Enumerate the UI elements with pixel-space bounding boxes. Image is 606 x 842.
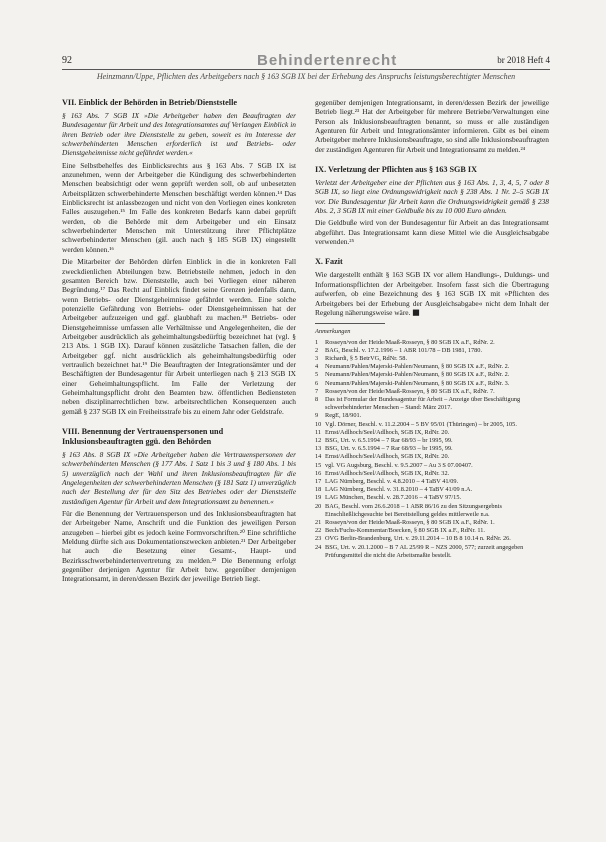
footnote-text: Neumann/Pahlen/Majerski-Pahlen/Neumann, § 80 SGB IX a.F., RdNr. 2. [325,371,510,379]
footnote-number: 14 [315,453,322,461]
page-number: 92 [62,55,72,66]
footnote-text: Neumann/Pahlen/Majerski-Pahlen/Neumann, § 80 SGB IX a.F., RdNr. 3. [325,379,510,387]
body-paragraph: Die Mitarbeiter der Behörden dürfen Einblick in die in konkreten Fall zweckdienlichen Abteilungen bzw. Betriebsteile nehmen, jedoch in den gesamten Bereich bzw. Dienststelle, auch bei Vorliegen einer näheren Begründung.¹⁷ Das Recht auf Einblick findet seine Grenzen jedenfalls dann, wenn Betriebs- oder Dienstgeheimnisse gefährdet werden. Eine solche potenzielle Gefährdung von Betriebs- oder Dienstgeheimnissen hat der Arbeitgeber aufzuzeigen und ggf. glaubhaft zu machen.¹⁸ Betriebs- oder Dienstgeheimnisse umfassen alle Verhältnisse und Angelegenheiten, die der Arbeitgeber ausdrücklich als geheimhaltungsbedürftig bezeichnet hat (vgl. § 213 Abs. 1 SGB IX). Darauf können zusätzliche Tatsachen fallen, die der Arbeitgeber ggf. nicht ausdrücklich als geheimhaltungsbedürftig oder vertraulich bezeichnet hat.¹⁹ Die Beauftragten der Integrationsämter und der Beschäftigten der Bundesagentur für Arbeit unterliegen nach § 213 SGB IX einer Geheimhaltungspflicht. Im Falle der Verletzung der Geheimhaltungspflicht droht den Beamten bzw. öffentlichen Bediensteten neben disziplinarrechtlichen bzw. arbeitsrechtlichen Konsequenzen auch gemäß § 237 SGB IX ein Freiheitsstrafe bis zu einem Jahr oder Geldstrafe. [62,257,296,416]
footnote-number: 23 [315,535,322,543]
header-divider [62,69,550,70]
footnote-text: LAG Nürnberg, Beschl. v. 31.8.2010 – 4 TaBV 41/09 n.A. [325,486,473,494]
footnote-number: 24 [315,543,322,551]
footnotes-list [315,339,549,560]
page-header [62,52,550,69]
footnote-text: Das ist Formular der Bundesagentur für Arbeit – Anzeige über Beschäftigung schwerbehinderter Menschen – Stand: März 2017. [325,395,521,412]
footnote-text: Vgl. Dörner, Beschl. v. 11.2.2004 – 5 BV 95/01 (Thüringen) – br 2005, 105. [325,420,517,428]
end-mark: ◼ [412,306,420,317]
body-paragraph: Verletzt der Arbeitgeber eine der Pflichten aus § 163 Abs. 1, 3, 4, 5, 7 oder 8 SGB IX, so liegt eine Ordnungswidrigkeit nach § 238 Abs. 1 Nr. 2–5 SGB IX vor. Die Bundesagentur für Arbeit kann die Ordnungswidrigkeit gemäß § 238 Abs. 2, 3 SGB IX mit einer Geldbuße bis zu 10 000 Euro ahnden. [315,178,549,216]
statute-quote: § 163 Abs. 8 SGB IX »Die Arbeitgeber haben die Vertrauenspersonen der schwerbehinderten Menschen (§ 177 Abs. 1 Satz 1 bis 3 und § 180 Abs. 1 bis 5) unverzüglich nach der Wahl und ihren Inklusionsbeauftragten für die Angelegenheiten der schwerbehinderten Menschen (§ 181 Satz 1) unverzüglich nach der Bestellung der für den Sitz des Betriebes oder der Dienststelle zuständigen Agentur für Arbeit und dem Integrationsamt zu benennen.« [62,450,296,506]
footnote-text: BSG, Urt. v. 6.5.1994 – 7 Rar 68/93 – br 1995, 99. [325,445,453,453]
footnote-number: 9 [315,412,319,420]
footnote [315,347,549,355]
footnote [315,544,549,560]
footnote-text: Rosseyn/von der Heide/Maaß-Rosseyn, § 80 SGB IX a.F., RdNr. 2. [325,338,495,346]
footnote [315,470,549,478]
statute-quote: § 163 Abs. 7 SGB IX »Die Arbeitgeber haben den Beauftragten der Bundesagentur für Arbeit und des Integrationsamtes auf Verlangen Einblick in ihren Betrieb oder ihre Dienststelle zu geben, soweit es im Interesse der schwerbehinderten Menschen erforderlich ist und Betriebs- oder Dienstgeheimnisse nicht gefährdet werden.« [62,111,296,158]
footnote-number: 4 [315,363,319,371]
footnote-number: 10 [315,420,322,428]
footnote-text: Rosseyn/von der Heide/Maaß-Rosseyn, § 80 SGB IX a.F., RdNr. 1. [325,519,495,526]
footnote [315,494,549,502]
footnote-text: Ernst/Adlhoch/Seel/Adlhoch, SGB IX, RdNr. 20. [325,453,450,461]
footnote-text: Richardi, § 5 BetrVG, RdNr. 58. [325,354,408,362]
footnote-text: OVG Berlin-Brandenburg, Urt. v. 29.11.2014 – 10 B 8 10.14 n. RdNr. 26. [325,535,511,543]
footnote [315,396,549,412]
right-column [315,98,549,560]
footnote-number: 20 [315,502,322,510]
footnote [315,371,549,379]
footnote [315,535,549,543]
footnote-text: RegE, 18/901. [325,412,362,420]
footnote-number: 2 [315,346,319,354]
footnotes-heading: Anmerkungen [315,323,385,336]
footnote-number: 13 [315,445,322,453]
footnote-number: 18 [315,486,322,494]
footnote [315,527,549,535]
footnote [315,503,549,519]
footnote-text: Rosseyn/von der Heide/Maaß-Rosseyn, § 80 SGB IX a.F., RdNr. 7. [325,387,495,395]
footnote [315,355,549,363]
footnote-text: BSG, Urt. v. 6.5.1994 – 7 Rar 68/93 – br 1995, 99. [325,436,453,444]
footnote-number: 3 [315,354,319,362]
footnote [315,380,549,388]
body-paragraph: Für die Benennung der Vertrauensperson und des Inklusionsbeauftragten hat der Arbeitgeber Name, Anschrift und die Funktion des jeweiligen Person anzugeben – hierbei gibt es jedoch keine Formvorschriften.²⁰ Eine schriftliche Meldung dürfte sich aus Dokumentationszwecken anbieten.²¹ Der Arbeitgeber hat auch die Besetzung einer Gesamt-, Haupt- und Bezirksschwerbehindertenvertretung zu melden.²² Die Benennung erfolgt gegenüber derjenigen Agentur für Arbeit bzw. gegenüber demjenigen Integrationsamt, in deren/dessen Bezirk der jeweilige Betrieb liegt. [62,509,296,584]
footnote-text: BAG, Beschl. vom 26.6.2018 – 1 ABR 86/16 zu den Sitzungsergebnis Einschließlichgesuchte bei Bereitstellung geldes mittlerweile n.a. [325,502,502,518]
footnote-number: 12 [315,436,322,444]
footnote-text: BAG, Beschl. v. 17.2.1996 – 1 ABR 101/78 – DB 1981, 1780. [325,346,483,354]
footnote-text: LAG Nürnberg, Beschl. v. 4.8.2010 – 4 TaBV 41/09. [325,477,459,485]
journal-title: Behindertenrecht [257,52,398,69]
footnote [315,421,549,429]
footnote [315,363,549,371]
issue-label: br 2018 Heft 4 [497,55,550,65]
footnote-text: Bech/Fuchs-Kommentar/Boecken, § 80 SGB IX a.F., RdNr. 11. [325,527,485,535]
footnote-text: Ernst/Adlhoch/Seel/Adlhoch, SGB IX, RdNr. 20. [325,428,450,436]
body-paragraph: Eine Selbstbehelfes des Einblicksrechts aus § 163 Abs. 7 SGB IX ist anzunehmen, wenn der Arbeitgeber die Kündigung des schwerbehinderten Menschen beabsichtigt oder wenn geprüft werden soll, ob auf unbesetzten Arbeitsplätzen schwerbehinderte Menschen beschäftigt werden können.¹⁴ Das Einblicksrecht ist anlassbezogen und nicht von den Vorliegen eines konkreten Falles auszugehen.¹⁵ Im Falle des konkreten Bedarfs kann dabei geprüft werden, ob die Behörde mit dem Arbeitgeber und ein Einsatz schwerbehinderter Menschen mit Unterstützung ihrer Pflichtplätze schwerbehinderter Menschen (gil. auch nach § 185 SGB IX) eingestellt werden können.¹⁶ [62,160,296,254]
footnote [315,437,549,445]
footnote [315,519,549,527]
section-heading: VII. Einblick der Behörden in Betrieb/Dienststelle [62,98,237,107]
footnote [315,445,549,453]
footnote-number: 16 [315,469,322,477]
section-heading: IX. Verletzung der Pflichten aus § 163 SGB IX [315,165,478,175]
footnote-text: Neumann/Pahlen/Majerski-Pahlen/Neumann, § 80 SGB IX a.F., RdNr. 2. [325,363,510,371]
body-paragraph: gegenüber demjenigen Integrationsamt, in deren/dessen Bezirk der jeweilige Betrieb liegt.²³ Hat der Arbeitgeber für mehrere Betriebe/Verwaltungen eine Person als Inklusionsbeauftragten benannt, so muss er alle zuständigen Agenturen für Arbeit und Integrationsämter informieren. Gibt es bei einem Arbeitgeber mehrere Inklusionsbeauftragte, so sind alle Inklusionsbeauftragten der zuständigen Agenturen für Arbeit und Integrationsamt zu melden.²⁴ [315,98,549,154]
footnote-number: 19 [315,494,322,502]
left-column [62,98,296,587]
footnote-number: 17 [315,477,322,485]
footnote [315,339,549,347]
footnote [315,429,549,437]
footnote-text: Ernst/Adlhoch/Seel/Adlhoch, SGB IX, RdNr. 32. [325,469,450,477]
footnote-text: BSG, Urt. v. 20.1.2000 – B 7 AL 25/99 R – NZS 2000, 577; zurzeit angegeben Prüfungsmittel die nicht die Arbeitsmaßte bestellt. [325,543,524,559]
footnote [315,462,549,470]
fazit-text: Wie dargestellt enthält § 163 SGB IX vor allem Handlungs-, Duldungs- und Informationspflichten der Arbeitgeber. Insofern fasst sich die Übertragung aufwerfen, ob eine Bezeichnung des § 163 SGB IX mit »Pflichten des Arbeitgebers bei der Erhebung der Ausgleichsabgabe« nicht dem Inhalt der Regelung näherungsweise wäre. [315,270,549,317]
footnote-text: vgl. VG Augsburg, Beschl. v. 9.5.2007 – Au 3 S 07.00407. [325,461,473,469]
running-title: Heinzmann/Uppe, Pflichten des Arbeitgebers nach § 163 SGB IX bei der Erhebung des Anspruchs leistungsberechtigter Menschen [96,72,516,81]
footnote-number: 22 [315,527,322,535]
footnote [315,478,549,486]
footnote-number: 11 [315,428,322,436]
footnote-number: 5 [315,371,319,379]
body-paragraph [315,270,549,317]
section-heading: X. Fazit [315,257,343,267]
footnote-number: 6 [315,379,319,387]
footnote [315,486,549,494]
section-heading: VIII. Benennung der Vertrauenspersonen und Inklusionsbeauftragten ggü. den Behörden [62,427,224,446]
body-paragraph: Die Geldbuße wird von der Bundesagentur für Arbeit an das Integrationsamt abgeführt. Das Integrationsamt kann diese Mittel wie die Ausgleichsabgabe verwenden.²⁵ [315,218,549,247]
footnote-number: 1 [315,338,319,346]
footnote-number: 15 [315,461,322,469]
footnote-number: 7 [315,387,319,395]
footnote-text: LAG München, Beschl. v. 28.7.2016 – 4 TaBV 97/15. [325,494,462,502]
footnote [315,453,549,461]
footnote [315,388,549,396]
footnote-number: 8 [315,395,319,403]
footnote-number: 21 [315,519,322,526]
footnote [315,412,549,420]
